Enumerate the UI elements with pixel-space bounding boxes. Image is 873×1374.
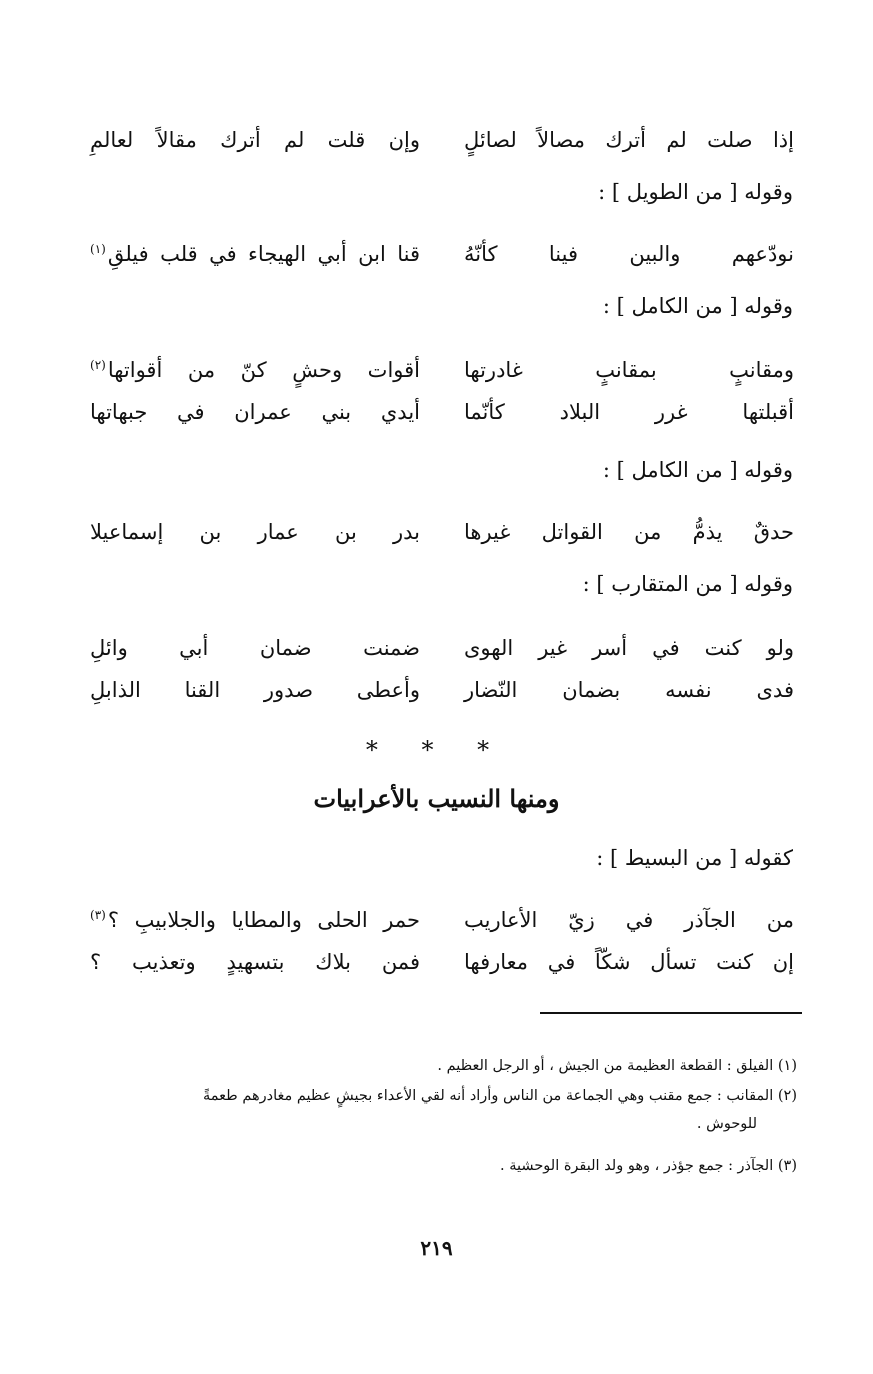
footnote [67, 1052, 797, 1080]
verse-second-hemistich [90, 908, 420, 932]
verse-introduction: وقوله [ من الطويل ] : [598, 180, 793, 204]
verse-second-hemistich: فمن بلاك بتسهيدٍ وتعذيب ؟ [90, 950, 420, 974]
verse-first-hemistich: ولو كنت في أسر غير الهوى [464, 636, 794, 660]
verse [90, 232, 794, 276]
verse-introduction: كقوله [ من البسيط ] : [596, 846, 793, 870]
verse [90, 626, 794, 670]
verse-first-hemistich: نودّعهم والبين فينا كأنّهُ [464, 242, 794, 266]
footnote-marker: (٣) [90, 908, 106, 922]
verse-first-hemistich: حدقٌ يذمُّ من القواتل غيرها [464, 520, 794, 544]
verse-first-hemistich: إن كنت تسأل شكّاً في معارفها [464, 950, 794, 974]
hemistich-text: حمر الحلى والمطايا والجلابيبِ ؟ [107, 908, 420, 932]
verse-first-hemistich: من الجآذر في زيّ الأعاريب [464, 908, 794, 932]
footnote [67, 1082, 797, 1138]
verse-second-hemistich: بدر بن عمار بن إسماعيلا [90, 520, 420, 544]
verse-second-hemistich: أيدي بني عمران في جبهاتها [90, 400, 420, 424]
verse-first-hemistich: إذا صلت لم أترك مصالاً لصائلٍ [464, 128, 794, 152]
hemistich-text: أقوات وحشٍ كنّ من أقواتها [107, 358, 420, 382]
footnote-divider [540, 1012, 802, 1014]
verse [90, 390, 794, 434]
verse [90, 940, 794, 984]
section-separator: * * * [365, 736, 508, 764]
verse [90, 510, 794, 554]
verse-second-hemistich: ضمنت ضمان أبي وائلِ [90, 636, 420, 660]
footnote-number: (٣) [777, 1158, 797, 1174]
footnote [67, 1152, 797, 1180]
footnote-continuation: للوحوش . [696, 1116, 757, 1132]
verse-first-hemistich: فدى نفسه بضمان النّضار [464, 678, 794, 702]
verse [90, 668, 794, 712]
verse [90, 118, 794, 162]
footnote-number: (١) [777, 1058, 797, 1074]
verse-second-hemistich [90, 242, 420, 266]
verse [90, 898, 794, 942]
footnote-text: الجآذر : جمع جؤذر ، وهو ولد البقرة الوحشية . [500, 1158, 774, 1174]
footnote-text: الفيلق : القطعة العظيمة من الجيش ، أو الرجل العظيم . [437, 1058, 774, 1074]
hemistich-text: قنا ابن أبي الهيجاء في قلب فيلقِ [107, 242, 420, 266]
verse-first-hemistich: أقبلتها غرر البلاد كأنّما [464, 400, 794, 424]
verse-introduction: وقوله [ من المتقارب ] : [582, 572, 793, 596]
section-title: ومنها النسيب بالأعرابيات [313, 784, 560, 813]
verse-second-hemistich: وأعطى صدور القنا الذابلِ [90, 678, 420, 702]
verse-introduction: وقوله [ من الكامل ] : [602, 294, 793, 318]
footnote-marker: (٢) [90, 358, 106, 372]
page-number: ٢١٩ [420, 1236, 453, 1260]
verse-second-hemistich [90, 358, 420, 382]
verse-first-hemistich: ومقانبٍ بمقانبٍ غادرتها [464, 358, 794, 382]
verse-second-hemistich: وإن قلت لم أترك مقالاً لعالمِ [90, 128, 420, 152]
footnote-number: (٢) [777, 1088, 797, 1104]
verse-introduction: وقوله [ من الكامل ] : [602, 458, 793, 482]
footnote-marker: (١) [90, 242, 106, 256]
verse [90, 348, 794, 392]
footnote-text: المقانب : جمع مقنب وهي الجماعة من الناس وأراد أنه لقي الأعداء بجيشٍ عظيم مغادرهم طعمةً [203, 1088, 774, 1104]
